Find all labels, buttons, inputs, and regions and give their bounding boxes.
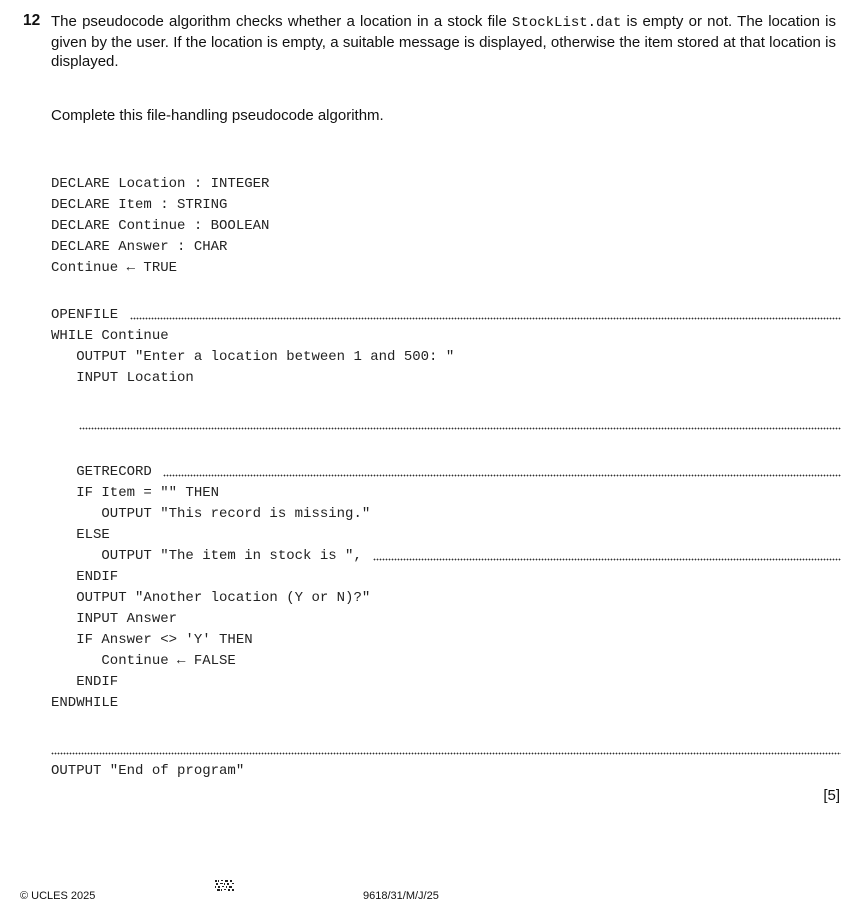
code-line-output-stock: OUTPUT "The item in stock is ", bbox=[51, 546, 841, 566]
code-line-output-end: OUTPUT "End of program" bbox=[51, 763, 245, 779]
code-line-if-item: IF Item = "" THEN bbox=[51, 485, 220, 501]
code-line-output-prompt: OUTPUT "Enter a location between 1 and 500: " bbox=[51, 349, 455, 365]
code-line-blank-seek bbox=[51, 415, 841, 435]
code-line-endif-1: ENDIF bbox=[51, 569, 119, 585]
pseudocode-block bbox=[51, 0, 841, 902]
code-line-while: WHILE Continue bbox=[51, 328, 169, 344]
code-line-declare-item: DECLARE Item : STRING bbox=[51, 197, 228, 213]
code-line-blank-closefile bbox=[51, 740, 841, 760]
code-line-input-location: INPUT Location bbox=[51, 370, 194, 386]
code-line-else: ELSE bbox=[51, 527, 110, 543]
footer-copyright: © UCLES 2025 bbox=[20, 890, 96, 902]
code-line-declare-location: DECLARE Location : INTEGER bbox=[51, 176, 270, 192]
answer-blank-openfile[interactable] bbox=[130, 317, 841, 320]
marks-label: [5] bbox=[823, 787, 840, 804]
code-line-output-missing: OUTPUT "This record is missing." bbox=[51, 506, 371, 522]
barcode-icon bbox=[215, 880, 235, 894]
code-line-init-continue: Continue ← TRUE bbox=[51, 260, 178, 276]
code-line-getrecord: GETRECORD bbox=[51, 462, 841, 482]
intro-text-after: is empty or not. The location is given by the user. If the location is empty, a suitable message is displayed, otherwise the item stored at that location is displayed. bbox=[51, 13, 836, 70]
code-line-output-another: OUTPUT "Another location (Y or N)?" bbox=[51, 590, 371, 606]
answer-blank-seek[interactable] bbox=[79, 427, 841, 430]
code-line-input-answer: INPUT Answer bbox=[51, 611, 178, 627]
question-instruction: Complete this file-handling pseudocode algorithm. bbox=[51, 107, 384, 124]
code-line-declare-continue: DECLARE Continue : BOOLEAN bbox=[51, 218, 270, 234]
code-line-declare-answer: DECLARE Answer : CHAR bbox=[51, 239, 228, 255]
intro-text-before: The pseudocode algorithm checks whether a location in a stock file bbox=[51, 13, 513, 30]
answer-blank-output-item[interactable] bbox=[373, 558, 841, 561]
code-line-if-answer: IF Answer <> 'Y' THEN bbox=[51, 632, 253, 648]
code-line-set-false: Continue ← FALSE bbox=[51, 653, 236, 669]
answer-blank-closefile[interactable] bbox=[51, 752, 841, 755]
answer-blank-getrecord[interactable] bbox=[163, 474, 841, 477]
code-line-endwhile: ENDWHILE bbox=[51, 695, 119, 711]
footer-paper-code: 9618/31/M/J/25 bbox=[363, 890, 439, 902]
code-line-openfile: OPENFILE bbox=[51, 305, 841, 325]
question-number: 12 bbox=[23, 12, 41, 29]
filename-code: StockList.dat bbox=[512, 15, 622, 31]
code-line-endif-2: ENDIF bbox=[51, 674, 119, 690]
